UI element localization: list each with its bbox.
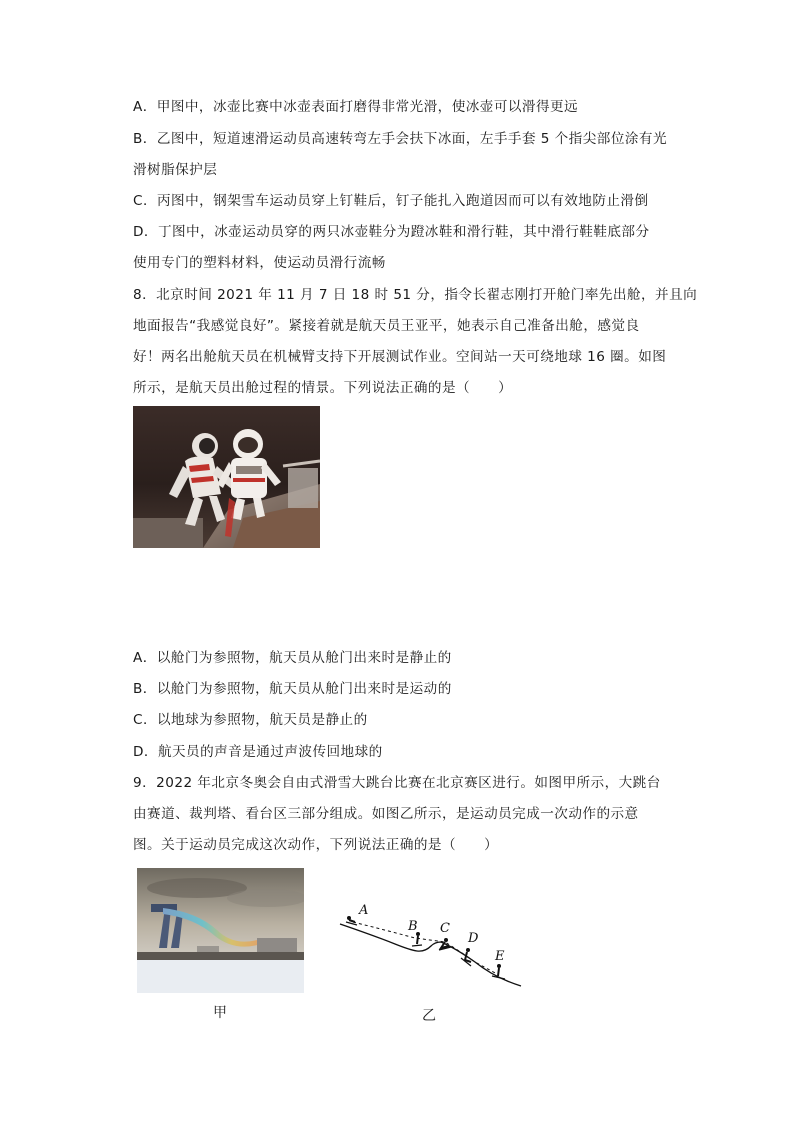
skier-at-d <box>461 948 471 966</box>
q7-option-d-cont: 使用专门的塑料材料，使运动员滑行流畅 <box>133 255 386 271</box>
figure-yi-caption: 乙 <box>422 1008 436 1024</box>
ski-jump-venue-photo <box>137 868 304 993</box>
q7-option-b-cont: 滑树脂保护层 <box>133 162 218 178</box>
q7-option-a: A．甲图中，冰壶比赛中冰壶表面打磨得非常光滑，使冰壶可以滑得更远 <box>133 99 579 115</box>
q9-stem-line-3: 图。关于运动员完成这次动作，下列说法正确的是（ ） <box>133 837 499 853</box>
q8-stem-line-3: 好！两名出舱航天员在机械臂支持下开展测试作业。空间站一天可绕地球 16 圈。如图 <box>133 349 667 365</box>
point-label-d: D <box>468 931 479 946</box>
q7-option-c: C．丙图中，钢架雪车运动员穿上钉鞋后，钉子能扎入跑道因而可以有效地防止滑倒 <box>133 193 649 209</box>
point-label-b: B <box>408 919 418 934</box>
q7-option-d: D．丁图中，冰壶运动员穿的两只冰壶鞋分为蹬冰鞋和滑行鞋，其中滑行鞋鞋底部分 <box>133 224 650 240</box>
q8-stem-line-2: 地面报告“我感觉良好”。紧接着就是航天员王亚平，她表示自己准备出舱，感觉良 <box>133 318 640 334</box>
q8-stem-line-4: 所示，是航天员出舱过程的情景。下列说法正确的是（ ） <box>133 380 513 396</box>
point-label-e: E <box>495 949 505 964</box>
point-label-c: C <box>440 921 450 936</box>
q9-stem-line-2: 由赛道、裁判塔、看台区三部分组成。如图乙所示，是运动员完成一次动作的示意 <box>133 806 639 822</box>
q8-option-d: D．航天员的声音是通过声波传回地球的 <box>133 744 383 760</box>
q8-option-a: A．以舱门为参照物，航天员从舱门出来时是静止的 <box>133 650 452 666</box>
skier-at-a <box>346 916 357 925</box>
skier-at-b <box>412 932 422 946</box>
point-label-a: A <box>359 903 369 918</box>
q8-option-c: C．以地球为参照物，航天员是静止的 <box>133 712 368 728</box>
q8-stem-line-1: 8．北京时间 2021 年 11 月 7 日 18 时 51 分，指令长翟志刚打开舱门率先出舱，并且向 <box>133 287 698 303</box>
figure-jia-caption: 甲 <box>213 1005 227 1021</box>
q9-stem-line-1: 9．2022 年北京冬奥会自由式滑雪大跳台比赛在北京赛区进行。如图甲所示，大跳台 <box>133 775 661 791</box>
q7-option-b: B．乙图中，短道速滑运动员高速转弯左手会扶下冰面，左手手套 5 个指尖部位涂有光 <box>133 131 667 147</box>
astronaut-spacewalk-photo <box>133 406 320 548</box>
jump-motion-diagram <box>335 896 527 996</box>
q8-option-b: B．以舱门为参照物，航天员从舱门出来时是运动的 <box>133 681 452 697</box>
